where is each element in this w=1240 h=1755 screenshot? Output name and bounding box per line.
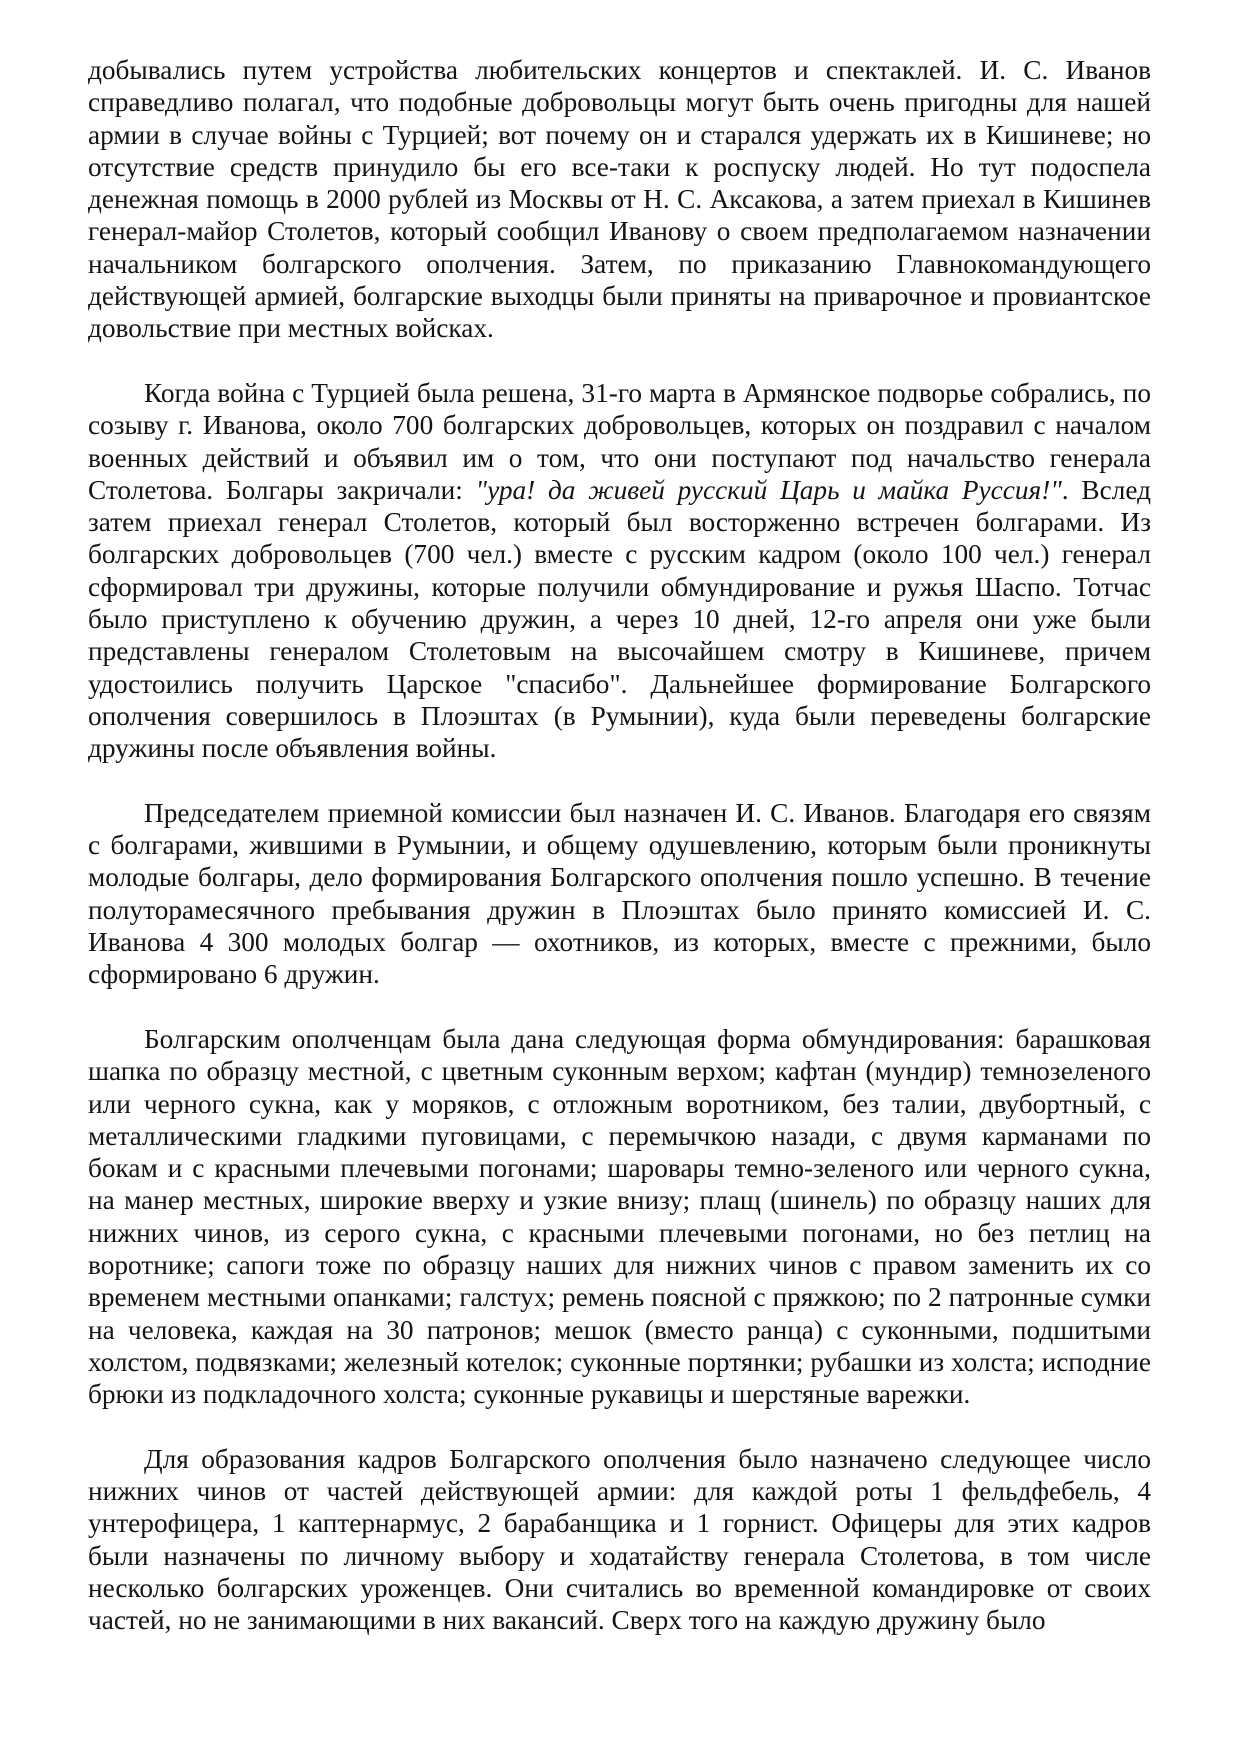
paragraph-2-after: . Вслед затем приехал генерал Столетов, который был восторженно встречен болгарами. Из болгарских добровольцев (700 чел.) вместе с русским кадром (около 100 чел.) генерал сформировал три дружины, которые получили обмундирование и ружья Шаспо. Тотчас было приступлено к обучению дружин, а через 10 дней, 12-го апреля они уже были представлены генералом Столетовым на высочайшем смотру в Кишиневе, причем удостоились получить Царское "спасибо". Дальнейшее формирование Болгарского ополчения совершилось в Плоэштах (в Румынии), куда были переведены болгарские дружины после объявления войны. (88, 474, 1151, 764)
paragraph-3: Председателем приемной комиссии был назначен И. С. Иванов. Благодаря его связям с болгарами, жившими в Румынии, и общему одушевлению, которым были проникнуты молодые болгары, дело формирования Болгарского ополчения пошло успешно. В течение полуторамесячного пребывания дружин в Плоэштах было принято комиссией И. С. Иванова 4 300 молодых болгар — охотников, из которых, вместе с прежними, было сформировано 6 дружин. (88, 797, 1151, 990)
paragraph-2 (88, 377, 1151, 765)
paragraph-4: Болгарским ополченцам была дана следующая форма обмундирования: барашковая шапка по образцу местной, с цветным суконным верхом; кафтан (мундир) темнозеленого или черного сукна, как у моряков, с отложным воротником, без талии, двубортный, с металлическими гладкими пуговицами, с перемычкою назади, с двумя карманами по бокам и с красными плечевыми погонами; шаровары темно-зеленого или черного сукна, на манер местных, широкие вверху и узкие внизу; плащ (шинель) по образцу наших для нижних чинов, из серого сукна, с красными плечевыми погонами, но без петлиц на воротнике; сапоги тоже по образцу наших для нижних чинов с правом заменить их со временем местными опанками; галстух; ремень поясной с пряжкою; по 2 патронные сумки на человека, каждая на 30 патронов; мешок (вместо ранца) с суконными, подшитыми холстом, подвязками; железный котелок; суконные портянки; рубашки из холста; исподние брюки из подкладочного холста; суконные рукавицы и шерстяные варежки. (88, 1023, 1151, 1410)
paragraph-2-before: Когда война с Турцией была решена, 31-го марта в Армянское подворье собрались, по созыву г. Иванова, около 700 болгарских добровольцев, которых он поздравил с началом военных действий и объявил им о том, что они поступают под начальство генерала Столетова. Болгары закричали: (88, 377, 1151, 505)
bulgarian-cheer-quote: "ура! да живей русский Царь и майка Руссия!" (475, 474, 1062, 505)
document-page (88, 54, 1151, 1637)
paragraph-1: добывались путем устройства любительских концертов и спектаклей. И. С. Иванов справедливо полагал, что подобные добровольцы могут быть очень пригодны для нашей армии в случае войны с Турцией; вот почему он и старался удержать их в Кишиневе; но отсутствие средств принудило бы его все-таки к роспуску людей. Но тут подоспела денежная помощь в 2000 рублей из Москвы от Н. С. Аксакова, а затем приехал в Кишинев генерал-майор Столетов, который сообщил Иванову о своем предполагаемом назначении начальником болгарского ополчения. Затем, по приказанию Главнокомандующего действующей армией, болгарские выходцы были приняты на приварочное и провиантское довольствие при местных войсках. (88, 55, 1151, 344)
paragraph-5: Для образования кадров Болгарского ополчения было назначено следующее число нижних чинов от частей действующей армии: для каждой роты 1 фельдфебель, 4 унтерофицера, 1 каптернармус, 2 барабанщика и 1 горнист. Офицеры для этих кадров были назначены по личному выбору и ходатайству генерала Столетова, в том числе несколько болгарских уроженцев. Они считались во временной командировке от своих частей, но не занимающими в них вакансий. Сверх того на каждую дружину было (88, 1443, 1151, 1636)
